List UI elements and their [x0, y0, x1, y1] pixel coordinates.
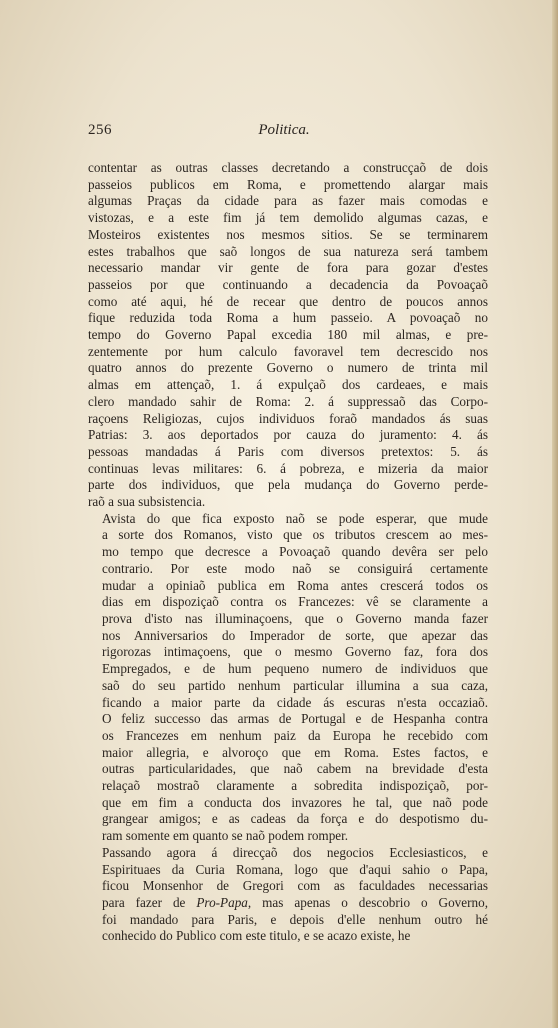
text-line: fique reduzida toda Roma a hum passeio. A povoaçaõ no — [88, 310, 488, 326]
text-line: ficando a maior parte da cidade ás escuras n'esta occaziaõ. — [102, 694, 488, 710]
text-line: necessario mandar vir gente de fora para gozar d'estes — [88, 260, 488, 276]
text-line: parte dos individuos, que pela mudança do Governo perde- — [88, 477, 488, 493]
text-line: prova d'isto nas illuminaçoens, que o Governo manda fazer — [102, 610, 488, 626]
text-line: almas em attençaõ, 1. á expulçaõ dos cardeaes, e mais — [88, 377, 488, 393]
text-line: clero mandado sahir de Roma: 2. á suppressaõ das Corpo- — [88, 393, 488, 409]
text-line: a sorte dos Romanos, visto que os tributos crescem ao mes- — [102, 527, 488, 543]
body-text — [88, 160, 488, 945]
text-line: Mosteiros existentes nos mesmos sitios. Se se terminarem — [88, 226, 488, 242]
text-line: Patrias: 3. aos deportados por cauza do juramento: 4. ás — [88, 427, 488, 443]
text-line: saõ do seu partido nenhum particular illumina a sua caza, — [102, 677, 488, 693]
text-line: mo tempo que decresce a Povoaçaõ quando devêra ser pelo — [102, 544, 488, 560]
page-edge — [552, 0, 558, 1028]
text-line: raçoens Religiozas, cujos individuos foraõ mandados ás suas — [88, 410, 488, 426]
text-line: quatro annos do prezente Governo o numero de trinta mil — [88, 360, 488, 376]
text-line: maior allegria, e alvoroço que em Roma. Estes factos, e — [102, 744, 488, 760]
text-line: para fazer de Pro-Papa, mas apenas o descobrio o Governo, — [102, 894, 488, 910]
text-line: nos Anniversarios do Imperador de sorte, que apezar das — [102, 627, 488, 643]
text-line: dias em dispoziçaõ contra os Francezes: vê se claramente a — [102, 594, 488, 610]
text-line: continuas levas militares: 6. á pobreza, e mizeria da maior — [88, 460, 488, 476]
text-line: Empregados, e de hum pequeno numero de individuos que — [102, 661, 488, 677]
text-line: que em fim a conducta dos invazores he tal, que naõ pode — [102, 794, 488, 810]
text-line: os Francezes em nenhum paiz da Europa he recebido com — [102, 727, 488, 743]
text-line: O feliz successo das armas de Portugal e de Hespanha contra — [102, 711, 488, 727]
paragraph — [88, 845, 488, 945]
page-header — [88, 122, 480, 144]
text-line: contrario. Por este modo naõ se consiguirá certamente — [102, 560, 488, 576]
text-line: conhecido do Publico com este titulo, e se acazo existe, he — [102, 928, 411, 944]
text-line: vistozas, e a este fim já tem demolido algumas cazas, e — [88, 210, 488, 226]
text-line: Espirituaes da Curia Romana, logo que d'aqui sahio o Papa, — [102, 861, 488, 877]
text-line: grangear amigos; e as cadeas da força e do despotismo du- — [102, 811, 488, 827]
text-line: tempo do Governo Papal excedia 180 mil almas, e pre- — [88, 327, 488, 343]
text-line: estes trabalhos que saõ longos de sua natureza será tambem — [88, 243, 488, 259]
text-line: mudar a opiniaõ publica em Roma antes crescerá todos os — [102, 577, 488, 593]
text-line: foi mandado para Paris, e depois d'elle nenhum outro hé — [102, 911, 488, 927]
text-line: ficou Monsenhor de Gregori com as faculdades necessarias — [102, 878, 488, 894]
text-line: contentar as outras classes decretando a construcçaõ de dois — [88, 160, 488, 175]
text-line: Passando agora á direcçaõ dos negocios Ecclesiasticos, e — [102, 844, 488, 860]
text-line: como até aqui, hé de recear que dentro de poucos annos — [88, 293, 488, 309]
page-number: 256 — [88, 122, 112, 138]
text-line: zentemente por hum calculo favoravel tem decrescido nos — [88, 343, 488, 359]
running-title: Politica. — [258, 122, 310, 138]
text-line: pessoas mandadas á Paris com diversos pretextos: 5. ás — [88, 443, 488, 459]
text-line: algumas Praças da cidade para as fazer mais comodas e — [88, 193, 488, 209]
text-line: passeios publicos em Roma, e promettendo alargar mais — [88, 176, 488, 192]
text-line: rigorozas intimaçoens, que o mesmo Governo faz, fora dos — [102, 644, 488, 660]
text-line: relaçaõ mostraõ claramente a sobredita indispoziçaõ, por- — [102, 778, 488, 794]
text-line: raõ a sua subsistencia. — [88, 494, 206, 510]
text-line: passeios por que continuando a decadencia da Povoaçaõ — [88, 276, 488, 292]
text-line: outras particularidades, que naõ cabem na brevidade d'esta — [102, 761, 488, 777]
paragraph — [88, 511, 488, 845]
text-line: Avista do que fica exposto naõ se pode esperar, que mude — [102, 510, 488, 526]
paragraph — [88, 160, 488, 511]
text-line: ram somente em quanto se naõ podem romper. — [102, 828, 349, 844]
